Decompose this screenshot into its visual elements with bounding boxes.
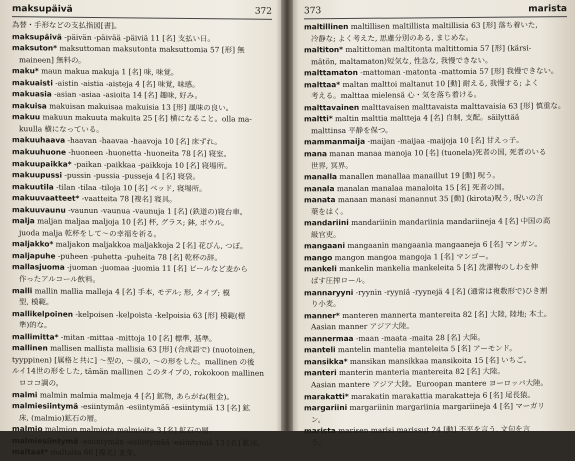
entry-text: ばす圧搾ロール。 bbox=[311, 275, 370, 286]
entry-text: ルイ14世の形をした, tämän mallinen このタイプの, rokokoon mallinen bbox=[12, 366, 264, 379]
entry-text: り小麦。 bbox=[311, 299, 341, 309]
entry-text: maksuttoman maksutonta maksuttomia 57 [形] 無 bbox=[57, 43, 245, 55]
headword: maku* bbox=[12, 66, 39, 76]
page-number: 373 bbox=[304, 6, 322, 17]
entry-text: 準)的な。 bbox=[19, 320, 52, 330]
headword: malttavainen bbox=[304, 102, 360, 113]
entry-text: makuisan makuisaa makuisia 13 [形] 風味の良い。 bbox=[46, 101, 233, 113]
entry-text: 型, 模範。 bbox=[19, 297, 54, 307]
entry-text: manaan manasi manannut 35 [動] (kirota)呪う, 呪いの言 bbox=[335, 193, 544, 205]
entry-text: maltan malttoi maltanut 10 [動] 耐える, 我慢する; よく bbox=[340, 78, 539, 89]
headword: maljapuhe bbox=[12, 251, 56, 261]
entry-text: 床, (malmio)鉱石の層。 bbox=[19, 412, 102, 423]
entry-text: maineen] 無料の。 bbox=[19, 54, 86, 65]
headword: maltaat* bbox=[12, 447, 49, 457]
entry-text: mangaanin mangaania mangaaneja 6 [名] マンガン。 bbox=[345, 239, 542, 251]
entry-line bbox=[12, 446, 272, 460]
entry-text: -kelpoisen -kelpoista -kelpoisia 63 [形] 模範(標 bbox=[73, 309, 246, 321]
headword: malttaa* bbox=[304, 79, 341, 90]
entry-text: maltin malttia maltteja 4 [名] 自制, 支配。säilyttää bbox=[332, 112, 520, 124]
guide-word: marista bbox=[528, 4, 567, 15]
entry-line bbox=[304, 215, 567, 229]
right-page-header bbox=[304, 4, 567, 19]
headword: manteri bbox=[304, 368, 337, 378]
headword: makuuvaatteet* bbox=[12, 193, 80, 204]
entry-text: -tilan -tilaa -tiloja 10 [名] ベッド, 寝場所。 bbox=[53, 182, 207, 193]
page-number: 372 bbox=[254, 6, 272, 17]
headword: makuuvaunu bbox=[12, 204, 66, 215]
headword: manner* bbox=[304, 310, 340, 321]
entry-text: -esiintymän -esiintymää -esiintymiä 13 [名] 鉱床。 bbox=[78, 436, 265, 448]
headword: mana bbox=[304, 149, 327, 159]
entry-text: mantelin mantelia manteleita 5 [名] アーモンド。 bbox=[335, 343, 517, 355]
entry-text: mankelin mankelia mankeleita 5 [名] 洗濯物のしわを伸 bbox=[336, 262, 539, 274]
headword: makuasia bbox=[12, 89, 52, 99]
headword: manata bbox=[304, 195, 336, 205]
entry-text: -päivän -päivää -päiviä 11 [名] 支払い日。 bbox=[61, 32, 215, 43]
entry-text: makuun makuuta makuita 25 [名] 横になること。olla ma- bbox=[40, 112, 252, 125]
headword: malmiesiintymä bbox=[12, 401, 79, 411]
headword: mansikka* bbox=[304, 356, 348, 367]
headword: makuu bbox=[12, 112, 41, 122]
headword: malli bbox=[12, 285, 33, 295]
headword: maltiton* bbox=[304, 45, 344, 55]
entry-text: maun makua makuja 1 [名] 味, 味覚。 bbox=[38, 66, 179, 78]
entry-text: Aasian manner アジア大陸。 bbox=[311, 321, 414, 332]
entry-line bbox=[304, 192, 567, 206]
entry-text: manallen manallaa manaillut 19 [動] 呪う。 bbox=[337, 170, 500, 182]
headword: malmio bbox=[12, 424, 43, 434]
entry-line bbox=[304, 19, 567, 33]
entry-text: manterin manteria mantereita 82 [名] 大陸。 bbox=[336, 367, 505, 378]
headword: maltti* bbox=[304, 114, 333, 124]
entry-text: -huoneen -huonetta -huoneita 78 [名] 寝室。 bbox=[66, 147, 231, 159]
entry-text: 葉をはく。 bbox=[311, 206, 348, 217]
entry-text: Aasian mantere アジア大陸。Euroopan mantere ヨーロッパ大陸。 bbox=[311, 378, 548, 390]
entry-text: -juoman -juomaa -juomia 11 [名] ビールなど麦から bbox=[64, 263, 248, 275]
entry-text: marisen marisi marissut 24 [動] 不平を言う, 文句を言 bbox=[335, 424, 531, 436]
entry-text: mätön, maltamaton)短気な, 性急な, 我慢できない。 bbox=[311, 55, 493, 66]
headword: makuaisti bbox=[12, 77, 53, 88]
headword: mangaani bbox=[304, 241, 346, 251]
headword: malmi bbox=[12, 389, 38, 399]
entry-text: manalan manalaa manaloita 15 [名] 死者の国。 bbox=[334, 182, 510, 193]
headword: mammanmaija bbox=[304, 137, 366, 147]
entry-text: 作ったアルコール飲料。 bbox=[19, 274, 100, 285]
right-page bbox=[292, 0, 575, 447]
entry-text: ン。 bbox=[311, 414, 326, 424]
headword: malmiesiintymä bbox=[12, 435, 79, 446]
entry-text: mallin mallia malleja 4 [名] 手本, モデル; 形, タイプ; 模 bbox=[32, 285, 230, 297]
entry-text: maltillisen maltillista maltillisia 63 [形] 落ち着いた, bbox=[348, 20, 538, 31]
headword: mannaryyni bbox=[304, 287, 354, 297]
headword: makuupaikka* bbox=[12, 158, 72, 169]
entry-text: -ryynin -ryyniä -ryynejä 4 [名] (通常は複数形で)ひき割 bbox=[353, 285, 548, 297]
headword: mandariini bbox=[304, 218, 349, 228]
entry-text: manteren mannerta mantereita 82 [名] 大陸, 陸地; 本土。 bbox=[339, 308, 552, 320]
headword: maksupäivä bbox=[12, 31, 62, 42]
entry-text: mallisen mallista mallisia 63 [形] (合成語で) (nuotoinen, bbox=[47, 343, 256, 355]
entry-text: 為替・手形などの支払指図[書]。 bbox=[12, 20, 122, 31]
entry-text: -vaunun -vaunua -vaunuja 1 [名] (鉄道の)寝台車。 bbox=[65, 205, 248, 217]
entry-text: 世界, 冥界。 bbox=[311, 160, 353, 170]
entry-line bbox=[304, 435, 567, 449]
entry-text: -aistin -aistia -aisteja 4 [名] 味覚, 味感。 bbox=[52, 78, 200, 89]
entry-text: ロココ調の。 bbox=[19, 378, 64, 388]
headword: makuutila bbox=[12, 181, 54, 192]
entry-text: tyyppinen) [属格と共に] ～型の, ～風の, ～の形をした。mallinen の後 bbox=[12, 354, 255, 367]
entry-text: -esiintymän -esiintymää -esiintymiä 13 [名] 鉱 bbox=[78, 401, 250, 413]
entry-text: -maijan -maijaa -maijoja 10 [名] 甘えっ子。 bbox=[365, 135, 524, 147]
entry-text: う。 bbox=[311, 437, 326, 447]
entry-text: -paikan -paikkaa -paikkoja 10 [名] 寝場所。 bbox=[71, 159, 232, 170]
entry-text: marakatin marakattia marakatteja 6 [名] 尾長猿。 bbox=[348, 389, 535, 401]
guide-word: maksupäivä bbox=[12, 4, 73, 15]
dictionary-entries bbox=[12, 19, 272, 461]
headword: makuisa bbox=[12, 100, 47, 111]
headword: mallasjuoma bbox=[12, 262, 65, 273]
entry-text: 冷静な; よく考えた, 思慮分別のある, まじめな。 bbox=[311, 32, 474, 43]
entry-text: 級官吏。 bbox=[311, 229, 341, 240]
headword: mallikelpoinen bbox=[12, 308, 73, 319]
entry-text: maltittoman maltitonta maltittomia 57 [形] (kärsi- bbox=[343, 43, 532, 55]
entry-line bbox=[304, 400, 567, 414]
headword: makuuhuone bbox=[12, 147, 67, 157]
entry-text: kuulla 横になっている。 bbox=[19, 124, 104, 135]
entry-text: malttavaisen malttavaista malttavaisia 63 [形] 慎重な。 bbox=[359, 100, 566, 112]
headword: margariini bbox=[304, 403, 348, 413]
left-page bbox=[0, 0, 282, 458]
entry-text: -maan -maata -maita 28 [名] 大陸。 bbox=[353, 332, 485, 343]
entry-text: -puheen -puhetta -puheita 78 [名] 乾杯の辞。 bbox=[55, 251, 222, 263]
entry-text: mangon mangoa mangoja 1 [名] マンゴー。 bbox=[332, 251, 493, 263]
entry-text: maljakon maljakkoa maljakkoja 2 [名] 花びん, つぼ。 bbox=[53, 239, 248, 251]
entry-text: -pussin -pussia -pusseja 4 [名] 寝袋。 bbox=[62, 170, 200, 182]
dictionary-entries bbox=[304, 19, 567, 449]
entry-text: malmin malmia malmeja 4 [名] 鉱物, あらがね(粗金)。 bbox=[37, 389, 234, 401]
headword: mango bbox=[304, 253, 333, 263]
entry-line bbox=[304, 262, 567, 276]
headword: manala bbox=[304, 183, 335, 194]
headword: marakatti* bbox=[304, 391, 349, 401]
headword: manteli bbox=[304, 345, 336, 355]
headword: marista bbox=[304, 426, 336, 436]
headword: mannermaa bbox=[304, 333, 354, 344]
entry-line bbox=[304, 146, 567, 160]
headword: maltillinen bbox=[304, 21, 349, 32]
entry-text: -mattoman -matonta -mattomia 57 [形] 我慢できない。 bbox=[357, 66, 559, 78]
entry-line bbox=[304, 423, 567, 437]
entry-text: mansikan mansikkaa mansikoita 15 [名] いちご。 bbox=[347, 355, 531, 366]
entry-text: -vaatteita 78 [複名] 寝具。 bbox=[79, 194, 177, 205]
headword: maljakko* bbox=[12, 239, 54, 249]
entry-text: malttinsa 平静を保つ。 bbox=[311, 125, 393, 136]
entry-text: maljan maljaa maljoja 10 [名] 杯, グラス; 鉢, ボウル。 bbox=[34, 216, 229, 228]
entry-line bbox=[304, 42, 567, 56]
headword: malja bbox=[12, 216, 35, 226]
headword: manalla bbox=[304, 172, 337, 182]
entry-text: maltaita 66 [複名] 麦芽。 bbox=[48, 447, 141, 458]
entry-text: margariinin margariinia margariineja 4 [名] マーガリ bbox=[347, 401, 545, 413]
headword: mallinen bbox=[12, 343, 48, 353]
entry-text: mandariinin mandariinia mandariineja 4 [名] 中国の高 bbox=[348, 216, 551, 228]
headword: malttamaton bbox=[304, 68, 358, 78]
entry-text: juoda malja 乾杯をして～の幸福を祈る。 bbox=[19, 228, 161, 239]
entry-text: -asian -asiaa -asioita 14 [名] 趣味, 好み。 bbox=[51, 89, 202, 101]
entry-text: malmion malmiota malmioita 3 [名] 鉱石の層。 bbox=[42, 424, 217, 436]
headword: mankeli bbox=[304, 264, 337, 274]
headword: makuuhaava bbox=[12, 135, 66, 146]
entry-line bbox=[304, 285, 567, 299]
headword: mallimitta* bbox=[12, 331, 59, 342]
left-page-header bbox=[12, 4, 272, 20]
entry-text: manan manaa manoja 10 [名] (tuonela)死者の国, 死者のいる bbox=[326, 147, 547, 159]
headword: makuupussi bbox=[12, 170, 63, 180]
entry-text: -haavan -haavaa -haavoja 10 [名] 床ずれ。 bbox=[65, 136, 222, 147]
entry-text: 考える。malttaa mielensä 心・気を落ち着ける。 bbox=[311, 90, 482, 101]
entry-text: -mitan -mittaa -mittoja 10 [名] 標準, 基準。 bbox=[58, 332, 217, 344]
headword: maksuton* bbox=[12, 43, 58, 53]
